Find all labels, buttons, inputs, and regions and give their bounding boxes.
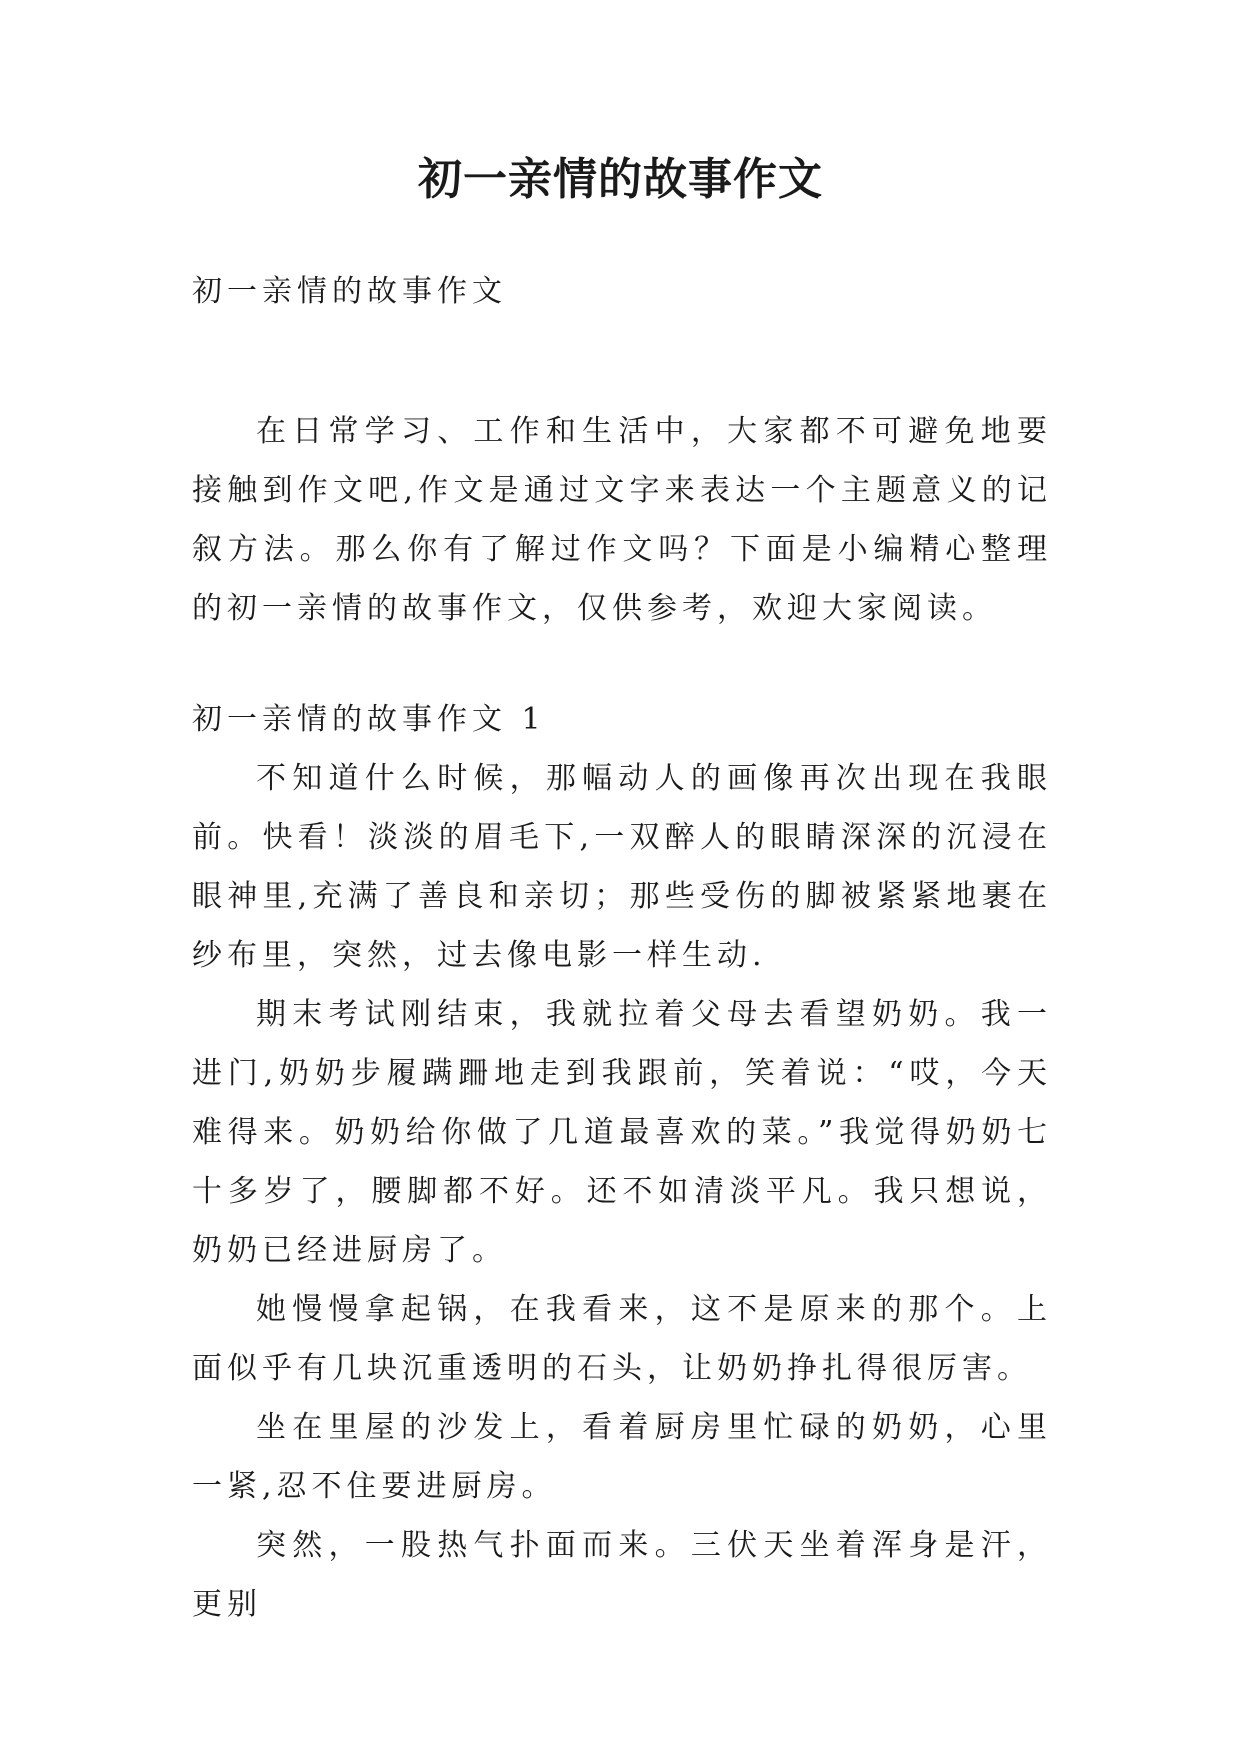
- story-paragraph: 期末考试刚结束，我就拉着父母去看望奶奶。我一进门,奶奶步履蹒跚地走到我跟前，笑着说：“哎，今天难得来。奶奶给你做了几道最喜欢的菜。”我觉得奶奶七十多岁了，腰脚都不好。还不如清淡平凡。我只想说，奶奶已经进厨房了。: [192, 997, 1052, 1268]
- subtitle-text: 初一亲情的故事作文: [192, 274, 507, 309]
- intro-paragraph: 在日常学习、工作和生活中，大家都不可避免地要接触到作文吧,作文是通过文字来表达一个主题意义的记叙方法。那么你有了解过作文吗？下面是小编精心整理的初一亲情的故事作文，仅供参考，欢迎大家阅读。: [192, 414, 1052, 626]
- story-paragraph: 她慢慢拿起锅，在我看来，这不是原来的那个。上面似乎有几块沉重透明的石头，让奶奶挣扎得很厉害。: [192, 1292, 1052, 1386]
- story-heading: [192, 690, 1052, 749]
- intro-section: [192, 402, 1052, 638]
- document-subtitle: [192, 262, 1052, 321]
- story-paragraph: 不知道什么时候，那幅动人的画像再次出现在我眼前。快看！淡淡的眉毛下,一双醉人的眼睛深深的沉浸在眼神里,充满了善良和亲切；那些受伤的脚被紧紧地裹在纱布里，突然，过去像电影一样生动.: [192, 761, 1052, 973]
- story-paragraph: 坐在里屋的沙发上，看着厨房里忙碌的奶奶，心里一紧,忍不住要进厨房。: [192, 1410, 1052, 1504]
- story-paragraph: 突然，一股热气扑面而来。三伏天坐着浑身是汗，更别: [192, 1528, 1052, 1622]
- document-title: 初一亲情的故事作文: [418, 154, 823, 205]
- story-heading-text: 初一亲情的故事作文 1: [192, 702, 546, 737]
- story-body: [192, 749, 1052, 1634]
